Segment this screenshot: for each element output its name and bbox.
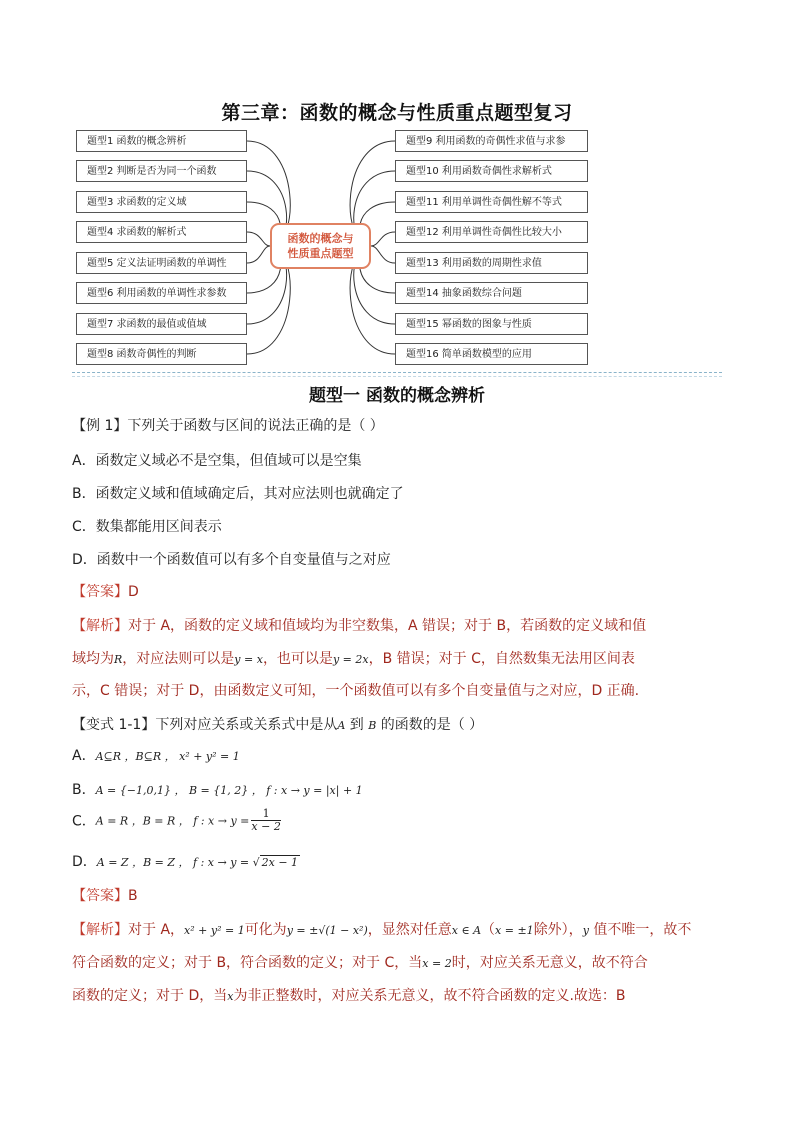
variant-stem-text-a: 【变式 1-1】下列对应关系或关系式中是从 (72, 717, 338, 733)
topic-box-1: 题型1 函数的概念辨析 (76, 130, 247, 152)
option-c-math: A = R ，B = R ， f : x → y = (95, 814, 250, 828)
an3-b: 为非正整数时，对应关系无意义，故不符合函数的定义.故选：B (233, 988, 626, 1004)
section-divider-secondary (72, 376, 722, 377)
topic-box-2: 题型2 判断是否为同一个函数 (76, 160, 247, 182)
an1-b: 可化为 (244, 922, 287, 938)
an1-e: 除外）， (533, 922, 583, 938)
analysis-label: 【解析】 (72, 618, 128, 634)
section-title: 题型一 函数的概念辨析 (309, 386, 485, 406)
topic-box-4: 题型4 求函数的解析式 (76, 221, 247, 243)
an1-math-3: x ∈ A (451, 924, 482, 937)
topic-box-3: 题型3 求函数的定义域 (76, 191, 247, 213)
an1-math-2: y = ±√(1 − x²) (286, 924, 368, 937)
option-c-fraction (251, 808, 280, 833)
connector-left-5 (247, 246, 270, 263)
topic-box-9: 题型9 利用函数的奇偶性求值与求参 (395, 130, 588, 152)
variant-1-analysis-line-3 (72, 985, 626, 1005)
option-d-math: A = Z ，B = Z ， f : x → y = (96, 856, 250, 869)
page-title: 第三章：函数的概念与性质重点题型复习 (221, 102, 573, 124)
example-1-answer (72, 581, 139, 601)
option-label-c: C． (72, 813, 96, 830)
an1-math-4: x = ±1 (495, 924, 534, 937)
topic-box-5: 题型5 定义法证明函数的单调性 (76, 252, 247, 274)
sqrt-sign: √ (249, 856, 260, 869)
variant-stem-text-c: 的函数的是（ ） (376, 717, 484, 733)
topic-box-13: 题型13 利用函数的周期性求值 (395, 252, 588, 274)
math-y-eq-x: y = x (234, 653, 263, 666)
topic-box-14: 题型14 抽象函数综合问题 (395, 282, 588, 304)
analysis-text-2c: ，对应法则可以是 (122, 651, 235, 667)
analysis-text-2g: ，B 错误；对于 C，自然数集无法用区间表 (368, 651, 635, 667)
option-a-math: A⊆R ，B⊆R ， x² + y² = 1 (95, 750, 240, 763)
center-node-line-1: 函数的概念与 (287, 232, 354, 245)
example-1-analysis-line-1 (72, 615, 646, 635)
option-label-b: B． (72, 782, 96, 798)
an1-math-1: x² + y² = 1 (184, 924, 245, 937)
sqrt-radicand: 2x − 1 (261, 856, 299, 869)
analysis-text-2e: ，也可以是 (262, 651, 333, 667)
an1-c: ，显然对任意 (367, 922, 452, 938)
topic-box-10: 题型10 利用函数奇偶性求解析式 (395, 160, 588, 182)
topic-box-6: 题型6 利用函数的单调性求参数 (76, 282, 247, 304)
an2-math: x = 2 (422, 957, 452, 970)
example-1-option-c: C．数集都能用区间表示 (72, 519, 222, 535)
math-A: A (337, 719, 346, 732)
fraction-denominator: x − 2 (251, 820, 281, 833)
fraction-numerator: 1 (251, 808, 280, 821)
analysis-text-2a: 域均为 (72, 651, 114, 667)
math-R: R (114, 653, 123, 666)
variant-1-answer (72, 885, 138, 905)
variant-1-stem (72, 714, 483, 734)
math-B: B (368, 719, 377, 732)
an3-a: 函数的定义；对于 D，当 (72, 988, 228, 1004)
answer-value: B (128, 888, 138, 904)
answer-label: 【答案】 (72, 584, 128, 600)
an1-math-5: y (582, 924, 589, 937)
connector-right-5 (371, 246, 395, 263)
variant-1-analysis-line-2 (72, 952, 648, 972)
topic-box-15: 题型15 幂函数的图象与性质 (395, 313, 588, 335)
connector-left-4 (247, 232, 270, 246)
section-divider (72, 372, 722, 373)
answer-label: 【答案】 (72, 888, 128, 904)
topic-box-12: 题型12 利用单调性奇偶性比较大小 (395, 221, 588, 243)
an1-d: （ (481, 922, 496, 938)
variant-1-option-d (72, 851, 300, 871)
math-y-eq-2x: y = 2x (332, 653, 369, 666)
variant-1-analysis-line-1 (72, 919, 691, 939)
option-label-a: A． (72, 748, 96, 764)
example-1-analysis-line-2 (72, 648, 635, 668)
an3-math: x (227, 990, 234, 1003)
variant-1-option-a (72, 745, 240, 765)
topic-box-7: 题型7 求函数的最值或值域 (76, 313, 247, 335)
topic-box-11: 题型11 利用单调性奇偶性解不等式 (395, 191, 588, 213)
variant-1-option-c (72, 808, 283, 833)
option-label-d: D． (72, 854, 97, 870)
topic-box-8: 题型8 函数奇偶性的判断 (76, 343, 247, 365)
mindmap-center-node (270, 223, 371, 269)
answer-value: D (128, 584, 139, 600)
an2-a: 符合函数的定义；对于 B，符合函数的定义；对于 C，当 (72, 955, 423, 971)
example-1-option-b: B．函数定义域和值域确定后，其对应法则也就确定了 (72, 486, 404, 502)
example-1-stem: 【例 1】下列关于函数与区间的说法正确的是（ ） (72, 418, 384, 434)
center-node-line-2: 性质重点题型 (287, 247, 354, 260)
option-b-math: A = {−1,0,1} ， B = {1, 2} ， f : x → y = |x| + 1 (95, 784, 363, 797)
an2-b: 时，对应关系无意义，故不符合 (451, 955, 648, 971)
example-1-analysis-line-3: 示，C 错误；对于 D，由函数定义可知，一个函数值可以有多个自变量值与之对应，D 正确. (72, 683, 640, 699)
variant-1-option-b (72, 779, 363, 799)
connector-right-4 (371, 232, 395, 246)
analysis-label: 【解析】 (72, 922, 128, 938)
analysis-text-1: 对于 A，函数的定义域和值域均为非空数集，A 错误；对于 B，若函数的定义域和值 (128, 618, 647, 634)
an1-f: 值不唯一，故不 (588, 922, 692, 938)
topic-box-16: 题型16 简单函数模型的应用 (395, 343, 588, 365)
an1-a: 对于 A， (128, 922, 185, 938)
variant-stem-text-b: 到 (345, 717, 369, 733)
example-1-option-a: A．函数定义域必不是空集，但值域可以是空集 (72, 453, 362, 469)
example-1-option-d: D．函数中一个函数值可以有多个自变量值与之对应 (72, 552, 391, 568)
